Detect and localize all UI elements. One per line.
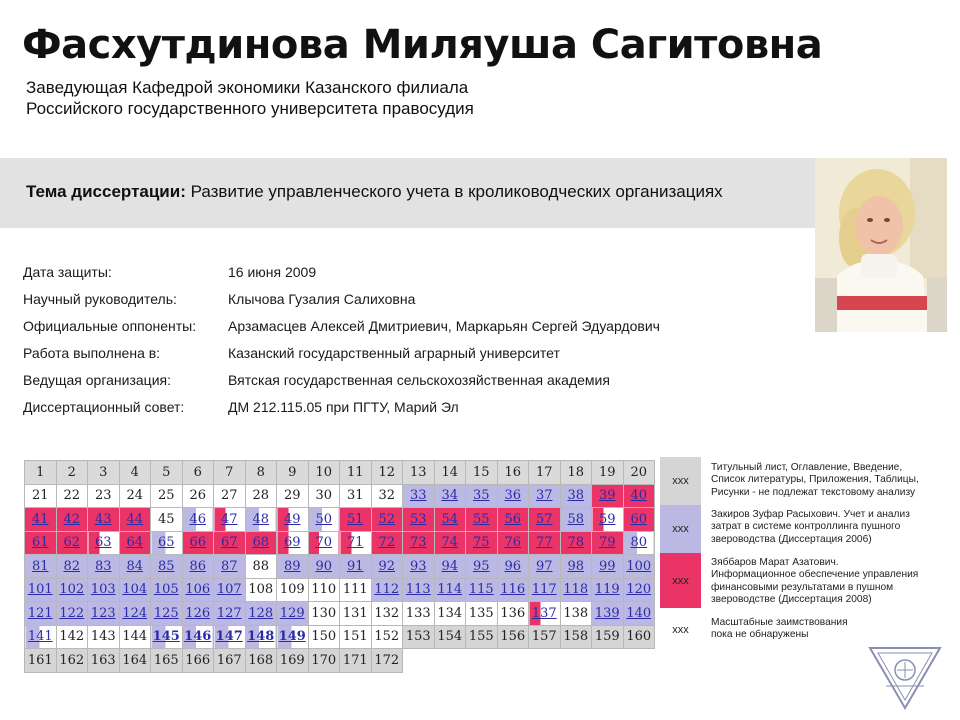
- page-cell: 130: [308, 602, 340, 626]
- legend-text-grey: Титульный лист, Оглавление, Введение, Список литературы, Приложения, Таблицы, Рисунки - не подлежат текстовому анализу: [711, 462, 919, 498]
- page-cell[interactable]: 50: [308, 508, 340, 532]
- page-cell: 23: [88, 484, 120, 508]
- page-cell[interactable]: 40: [623, 484, 655, 508]
- legend-text-white: Масштабные заимствования пока не обнаружены: [711, 617, 848, 641]
- page-cell[interactable]: 56: [497, 508, 529, 532]
- page-cell[interactable]: 78: [560, 531, 592, 555]
- page-cell[interactable]: 71: [340, 531, 372, 555]
- page-cell[interactable]: 106: [182, 578, 214, 602]
- grid-row: [25, 578, 655, 602]
- grid-row: [25, 555, 655, 579]
- page-cell[interactable]: 102: [56, 578, 88, 602]
- page-cell-header: 16: [497, 461, 529, 485]
- page-cell[interactable]: 123: [88, 602, 120, 626]
- page-cell[interactable]: 57: [529, 508, 561, 532]
- position-line-2: Российского государственного университета правосудия: [26, 99, 474, 118]
- page-cell[interactable]: 105: [151, 578, 183, 602]
- page-cell[interactable]: 119: [592, 578, 624, 602]
- page-cell: 167: [214, 649, 246, 673]
- page-cell[interactable]: 124: [119, 602, 151, 626]
- page-cell[interactable]: 103: [88, 578, 120, 602]
- page-cell[interactable]: 49: [277, 508, 309, 532]
- page-cell[interactable]: 96: [497, 555, 529, 579]
- page-cell: 142: [56, 625, 88, 649]
- page-cell[interactable]: 34: [434, 484, 466, 508]
- page-cell[interactable]: 62: [56, 531, 88, 555]
- page-cell[interactable]: 84: [119, 555, 151, 579]
- page-cell[interactable]: 68: [245, 531, 277, 555]
- page-cell[interactable]: 104: [119, 578, 151, 602]
- page-cell[interactable]: 79: [592, 531, 624, 555]
- page-cell[interactable]: 61: [25, 531, 57, 555]
- page-cell[interactable]: 145: [151, 625, 183, 649]
- page-cell[interactable]: 70: [308, 531, 340, 555]
- page-cell: 156: [497, 625, 529, 649]
- page-cell: 26: [182, 484, 214, 508]
- dissernet-seal-icon: [866, 640, 944, 712]
- page-cell[interactable]: 129: [277, 602, 309, 626]
- page-cell[interactable]: 100: [623, 555, 655, 579]
- page-cell-header: 6: [182, 461, 214, 485]
- page-cell[interactable]: 36: [497, 484, 529, 508]
- page-cell[interactable]: 147: [214, 625, 246, 649]
- page-cell: 30: [308, 484, 340, 508]
- page-cell[interactable]: 126: [182, 602, 214, 626]
- page-cell-header: 17: [529, 461, 561, 485]
- info-value: 16 июня 2009: [228, 264, 317, 280]
- page-cell[interactable]: 125: [151, 602, 183, 626]
- page-cell-header: 7: [214, 461, 246, 485]
- page-cell: 31: [340, 484, 372, 508]
- info-label: Официальные оппоненты:: [23, 318, 197, 334]
- page-cell: 29: [277, 484, 309, 508]
- topic-value: Развитие управленческого учета в кролиководческих организациях: [190, 182, 723, 201]
- page-cell: 22: [56, 484, 88, 508]
- page-cell: 165: [151, 649, 183, 673]
- page-cell[interactable]: 148: [245, 625, 277, 649]
- legend-text-purple: Закиров Зуфар Расыхович. Учет и анализ затрат в системе контроллинга пушного звероводства (Диссертация 2006): [711, 509, 910, 545]
- page-cell[interactable]: 116: [497, 578, 529, 602]
- page-cell[interactable]: 35: [466, 484, 498, 508]
- page-cell[interactable]: 149: [277, 625, 309, 649]
- page-cell[interactable]: 66: [182, 531, 214, 555]
- info-label: Работа выполнена в:: [23, 345, 161, 361]
- page-cell[interactable]: 140: [623, 602, 655, 626]
- page-cell-header: 5: [151, 461, 183, 485]
- page-cell[interactable]: 38: [560, 484, 592, 508]
- page-cell[interactable]: 114: [434, 578, 466, 602]
- page-cell: 144: [119, 625, 151, 649]
- page-cell[interactable]: 146: [182, 625, 214, 649]
- page-cell[interactable]: 41: [25, 508, 57, 532]
- info-label: Дата защиты:: [23, 264, 112, 280]
- person-photo: [815, 158, 947, 332]
- page-cell[interactable]: 72: [371, 531, 403, 555]
- page-cell: 163: [88, 649, 120, 673]
- page-cell: 170: [308, 649, 340, 673]
- page-cell[interactable]: 59: [592, 508, 624, 532]
- person-name: Фасхутдинова Миляуша Сагитовна: [22, 22, 823, 68]
- page-cell: 171: [340, 649, 372, 673]
- page-cell: 169: [277, 649, 309, 673]
- legend-swatch-purple: xxx: [660, 505, 701, 553]
- page-cell[interactable]: 60: [623, 508, 655, 532]
- page-cell[interactable]: 82: [56, 555, 88, 579]
- page-cell[interactable]: 42: [56, 508, 88, 532]
- page-cell: 159: [592, 625, 624, 649]
- page-cell: 32: [371, 484, 403, 508]
- page-cell-header: 20: [623, 461, 655, 485]
- page-cell: 162: [56, 649, 88, 673]
- page-cell[interactable]: 81: [25, 555, 57, 579]
- page-cell[interactable]: 95: [466, 555, 498, 579]
- page-cell[interactable]: 37: [529, 484, 561, 508]
- page-cell: 168: [245, 649, 277, 673]
- page-cell: 45: [151, 508, 183, 532]
- legend-text-red: Зяббаров Марат Азатович. Информационное обеспечение управления финансовыми результатами в пушном звероводстве (Диссертация 2008): [711, 557, 919, 605]
- grid-row: [25, 484, 655, 508]
- dissertation-topic: [26, 182, 723, 202]
- legend-swatch-white: xxx: [660, 608, 701, 652]
- page-cell[interactable]: 94: [434, 555, 466, 579]
- page-cell[interactable]: 139: [592, 602, 624, 626]
- page-cell[interactable]: 90: [308, 555, 340, 579]
- page-cell[interactable]: 64: [119, 531, 151, 555]
- info-label: Научный руководитель:: [23, 291, 177, 307]
- page-cell[interactable]: 99: [592, 555, 624, 579]
- portrait-image: [815, 158, 947, 332]
- page-cell: 135: [466, 602, 498, 626]
- page-grid: [24, 460, 655, 673]
- page-cell[interactable]: 46: [182, 508, 214, 532]
- page-cell-header: 10: [308, 461, 340, 485]
- page-cell[interactable]: 67: [214, 531, 246, 555]
- page-cell-header: 18: [560, 461, 592, 485]
- info-label: Диссертационный совет:: [23, 399, 185, 415]
- page-cell: 131: [340, 602, 372, 626]
- page-cell[interactable]: 137: [529, 602, 561, 626]
- page-cell[interactable]: 118: [560, 578, 592, 602]
- position-line-1: Заведующая Кафедрой экономики Казанского филиала: [26, 78, 469, 97]
- legend-swatch-red: xxx: [660, 553, 701, 608]
- info-label: Ведущая организация:: [23, 372, 171, 388]
- page-cell[interactable]: 55: [466, 508, 498, 532]
- page-cell: 133: [403, 602, 435, 626]
- page-cell[interactable]: 101: [25, 578, 57, 602]
- page-cell[interactable]: 87: [214, 555, 246, 579]
- page-cell: 25: [151, 484, 183, 508]
- page-cell[interactable]: 128: [245, 602, 277, 626]
- page-cell-header: 19: [592, 461, 624, 485]
- page-cell[interactable]: 89: [277, 555, 309, 579]
- page-cell: 153: [403, 625, 435, 649]
- page-cell: 134: [434, 602, 466, 626]
- page-cell[interactable]: 39: [592, 484, 624, 508]
- grid-row: [25, 625, 655, 649]
- page-cell: 155: [466, 625, 498, 649]
- page-cell[interactable]: 92: [371, 555, 403, 579]
- page-cell[interactable]: 74: [434, 531, 466, 555]
- page-cell[interactable]: 120: [623, 578, 655, 602]
- page-cell: 109: [277, 578, 309, 602]
- page-cell: 160: [623, 625, 655, 649]
- page-cell: 21: [25, 484, 57, 508]
- page-cell: 27: [214, 484, 246, 508]
- page-cell: 152: [371, 625, 403, 649]
- page-cell[interactable]: 44: [119, 508, 151, 532]
- page-cell[interactable]: 48: [245, 508, 277, 532]
- page-cell: 108: [245, 578, 277, 602]
- page-cell[interactable]: 47: [214, 508, 246, 532]
- page-cell[interactable]: 122: [56, 602, 88, 626]
- page-cell: 157: [529, 625, 561, 649]
- page-cell[interactable]: 115: [466, 578, 498, 602]
- page-cell[interactable]: 53: [403, 508, 435, 532]
- page-cell: 172: [371, 649, 403, 673]
- page-cell-header: 14: [434, 461, 466, 485]
- page-cell-header: 1: [25, 461, 57, 485]
- page-cell[interactable]: 86: [182, 555, 214, 579]
- page-cell[interactable]: 63: [88, 531, 120, 555]
- page-cell-header: 12: [371, 461, 403, 485]
- page-cell-header: 2: [56, 461, 88, 485]
- page-cell[interactable]: 51: [340, 508, 372, 532]
- topic-label: Тема диссертации:: [26, 182, 186, 201]
- page-cell[interactable]: 97: [529, 555, 561, 579]
- page-cell[interactable]: 43: [88, 508, 120, 532]
- page-cell: 158: [560, 625, 592, 649]
- grid-header-row: [25, 461, 655, 485]
- page-cell[interactable]: 127: [214, 602, 246, 626]
- page-cell[interactable]: 54: [434, 508, 466, 532]
- page-cell[interactable]: 69: [277, 531, 309, 555]
- page-cell: 166: [182, 649, 214, 673]
- page-cell-header: 4: [119, 461, 151, 485]
- page-cell[interactable]: 77: [529, 531, 561, 555]
- page-cell-header: 9: [277, 461, 309, 485]
- page-cell[interactable]: 76: [497, 531, 529, 555]
- page-cell[interactable]: 83: [88, 555, 120, 579]
- page-cell: 24: [119, 484, 151, 508]
- page-cell[interactable]: 73: [403, 531, 435, 555]
- page-cell: 132: [371, 602, 403, 626]
- page-cell-header: 11: [340, 461, 372, 485]
- page-cell-header: 8: [245, 461, 277, 485]
- page-cell: 151: [340, 625, 372, 649]
- page-cell: 164: [119, 649, 151, 673]
- page-cell[interactable]: 107: [214, 578, 246, 602]
- page-cell: 88: [245, 555, 277, 579]
- page-cell-header: 13: [403, 461, 435, 485]
- page-cell: 110: [308, 578, 340, 602]
- grid-row: [25, 602, 655, 626]
- page-cell[interactable]: 75: [466, 531, 498, 555]
- page-cell[interactable]: 85: [151, 555, 183, 579]
- info-value: Вятская государственная сельскохозяйственная академия: [228, 372, 610, 388]
- page-cell[interactable]: 91: [340, 555, 372, 579]
- page-cell[interactable]: 117: [529, 578, 561, 602]
- page-cell[interactable]: 112: [371, 578, 403, 602]
- info-value: ДМ 212.115.05 при ПГТУ, Марий Эл: [228, 399, 459, 415]
- grid-row: [25, 531, 655, 555]
- page-cell[interactable]: 80: [623, 531, 655, 555]
- page-cell: 161: [25, 649, 57, 673]
- page-cell-header: 15: [466, 461, 498, 485]
- page-cell[interactable]: 33: [403, 484, 435, 508]
- info-value: Клычова Гузалия Салиховна: [228, 291, 416, 307]
- page-cell: 111: [340, 578, 372, 602]
- info-value: Казанский государственный аграрный университет: [228, 345, 560, 361]
- page-cell: 150: [308, 625, 340, 649]
- page-cell: 136: [497, 602, 529, 626]
- page-cell: 143: [88, 625, 120, 649]
- info-value: Арзамасцев Алексей Дмитриевич, Маркарьян Сергей Эдуардович: [228, 318, 660, 334]
- grid-row: [25, 508, 655, 532]
- grid-row: [25, 649, 655, 673]
- page-cell[interactable]: 52: [371, 508, 403, 532]
- page-cell[interactable]: 98: [560, 555, 592, 579]
- page-cell: 138: [560, 602, 592, 626]
- page-cell-header: 3: [88, 461, 120, 485]
- page-cell[interactable]: 113: [403, 578, 435, 602]
- page-cell[interactable]: 58: [560, 508, 592, 532]
- person-position: [26, 77, 474, 119]
- page-cell[interactable]: 65: [151, 531, 183, 555]
- page-cell[interactable]: 121: [25, 602, 57, 626]
- page-cell: 154: [434, 625, 466, 649]
- legend-swatch-grey: xxx: [660, 457, 701, 505]
- page-cell: 28: [245, 484, 277, 508]
- page-cell[interactable]: 93: [403, 555, 435, 579]
- page-cell[interactable]: 141: [25, 625, 57, 649]
